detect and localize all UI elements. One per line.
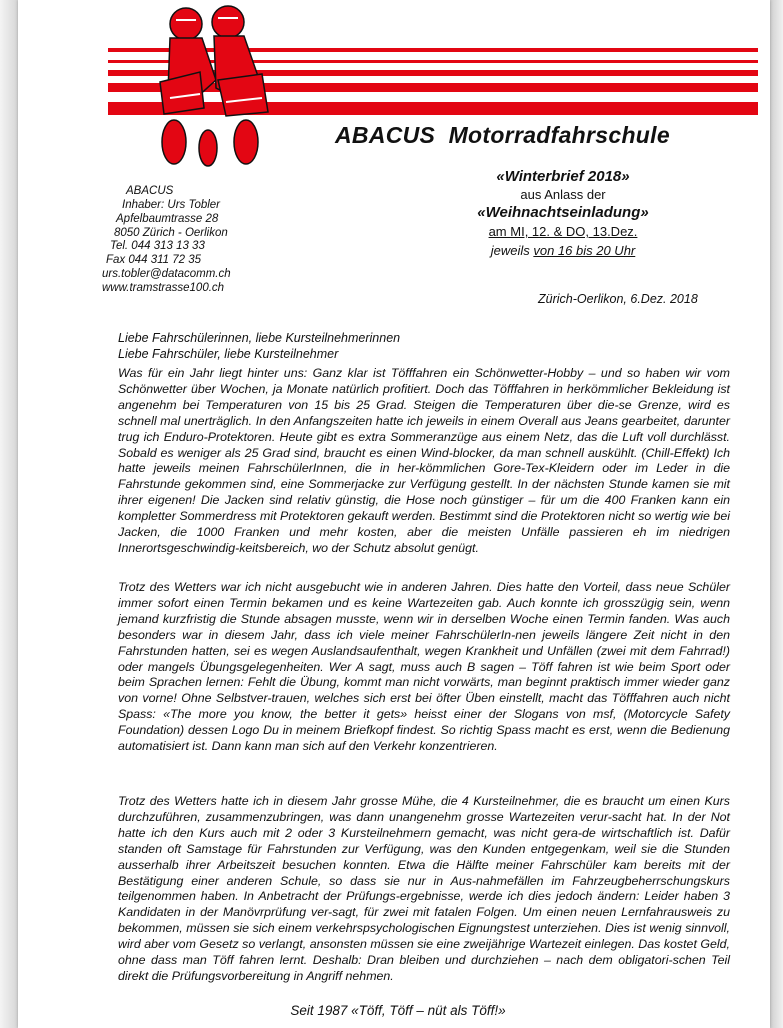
greeting-line: Liebe Fahrschülerinnen, liebe Kursteilnehmerinnen bbox=[118, 331, 401, 345]
place-date: Zürich-Oerlikon, 6.Dez. 2018 bbox=[538, 292, 698, 306]
letter-paragraph: Trotz des Wetters hatte ich in diesem Jahr grosse Mühe, die 4 Kursteilnehmer, die es braucht um einen Kurs durchzuführen, zusammenzubringen, was dann unangenehm grosse Wartezeiten verur-sacht hat. In der Not hatte ich den Kurs auch mit 2 oder 3 Kursteilnehmern gemacht, was nicht gera-de wirtschaftlich ist. Dafür standen oft Samstage für Fahrstunden zur Verfügung, was den Kunden entgegenkam, weil sie die Stunden ausserhalb ihrer Arbeitszeit besuchen konnten. Etwa die Hälfte meiner Fahrschüler kam bereits mit der Bestätigung einer anderen Schule, so dass sie nur in Aus-nahmefällen im Fahrzeugbeherrschungskurs teilgenommen haben. In Anbetracht der Prüfungs-ergebnisse, werde ich dies jedoch ändern: Leider haben 3 Kandidaten in der Manövrprüfung ver-sagt, für zwei mit fatalen Folgen. Um einen neuen Lernfahrausweis zu bekommen, müssen sie sich einem verkehrspsychologischen Eignungstest unterziehen. Dies ist wenig sinnvoll, wird aber vom Gesetz so verlangt, ansonsten müssen sie eine zweijährige Wartezeit einlegen. Das kostet Geld, ohne dass man Töff fahren lernt. Deshalb: Dran bleiben und durchziehen – nach dem obligatori-schen Teil direkt die Prüfungsvorbereitung in Angriff nehmen. bbox=[118, 794, 730, 983]
event-time-prefix: jeweils bbox=[490, 243, 534, 258]
event-occasion: «Weihnachtseinladung» bbox=[477, 204, 649, 221]
event-dates: am MI, 12. & DO, 13.Dez. bbox=[488, 224, 638, 239]
address-website: www.tramstrasse100.ch bbox=[102, 282, 225, 294]
event-time-line bbox=[413, 241, 713, 260]
document-page bbox=[18, 0, 770, 1028]
viewer-background-left bbox=[0, 0, 18, 1028]
greeting bbox=[118, 330, 400, 362]
letter-paragraph: Trotz des Wetters war ich nicht ausgebucht wie in anderen Jahren. Dies hatte den Vorteil, dass neue Schüler immer sofort einen Termin bekamen und es keine Wartezeiten gab. Auch konnte ich grosszügig sein, wenn jemand kurzfristig die Stunde absagen musste, wenn wir in derselben Woche einen Termin fanden. Was auch besonders war in diesem Jahr, dass ich viele meiner FahrschülerIn-nen jeweils längere Zeit nicht in den Fahrstunden hatten, sei es wegen Auslandsaufenthalt, wegen Krankheit und Unfällen (zwei mit dem Fahrrad!) oder mangels Übungsgelegenheiten. Wer A sagt, muss auch B sagen – Töff fahren ist wie beim Sport oder beim Sprachen lernen: Fehlt die Übung, kommt man nicht vorwärts, man beginnt praktisch immer wieder ganz von vorne! Ohne Selbstver-trauen, welches sich erst bei öfter Üben einstellt, macht das Töfffahren auch nicht Spass: «The more you know, the better it gets» heisst einer der Slogans von msf, (Motorcycle Safety Foundation) dessen Logo Du in meinem Briefkopf findest. So richtig Spass macht es erst, wenn die Bedienung automatisiert ist. Dann kann man sich auf den Verkehr konzentrieren. bbox=[118, 580, 730, 754]
address-line: 8050 Zürich - Oerlikon bbox=[114, 227, 228, 239]
address-phone: Tel. 044 313 13 33 bbox=[110, 240, 205, 252]
event-title: «Winterbrief 2018» bbox=[496, 168, 630, 185]
event-subtitle: aus Anlass der bbox=[520, 187, 606, 202]
event-block bbox=[413, 168, 713, 260]
address-line: ABACUS bbox=[126, 185, 174, 197]
brand-title: ABACUS Motorradfahrschule bbox=[335, 122, 670, 148]
greeting-line: Liebe Fahrschüler, liebe Kursteilnehmer bbox=[118, 347, 339, 361]
footer-slogan: Seit 1987 «Töff, Töff – nüt als Töff!» bbox=[290, 1003, 506, 1018]
address-fax: Fax 044 311 72 35 bbox=[106, 254, 202, 266]
motorcycle-riders-logo bbox=[130, 2, 290, 167]
address-line: Apfelbaumtrasse 28 bbox=[116, 213, 219, 225]
address-email: urs.tobler@datacomm.ch bbox=[102, 268, 231, 280]
event-time: von 16 bis 20 Uhr bbox=[533, 243, 636, 258]
viewer-background-right bbox=[770, 0, 783, 1028]
letter-paragraph: Was für ein Jahr liegt hinter uns: Ganz klar ist Töfffahren ein Schönwetter-Hobby – und so haben wir vom Schönwetter über Wochen, ja Monate natürlich profitiert. Doch das Töfffahren in herkömmlicher Bekleidung ist angenehm bei Temperaturen von 15 bis 25 Grad. Steigen die Temperaturen über die-se Grenze, wird es schnell mal unerträglich. In den Anfangszeiten hatte ich jeweils in einem Overall aus Jeans gearbeitet, darunter trug ich Enduro-Protektoren. Heute gibt es extra Sommeranzüge aus einem Netz, das die Luft voll durchlässt. Sobald es weniger als 25 Grad sind, braucht es einen Wind-blocker, da man schnell auskühlt. (Chill-Effekt) Ich hatte jeweils meinen FahrschülerInnen, die in her-kömmlichen Gore-Tex-Kleidern oder im Leder in die Fahrstunde gekommen sind, eine Sommerjacke zur Verfügung gestellt. In der nächsten Stunde kamen sie mit ihrer eigenen! Die Jacken sind relativ günstig, die Hose noch günstiger – für um die 400 Franken kann ein kompletter Sommerdress mit Protektoren gekauft werden. Bestimmt sind die Protektoren nicht so wertig wie bei Jacken, die 1000 Franken und mehr kosten, aber die meisten Unfälle passieren eh im niedrigen Innerortsgeschwindig-keitsbereich, wo der Schutz absolut genügt. bbox=[118, 366, 730, 555]
address-line: Inhaber: Urs Tobler bbox=[122, 199, 221, 211]
